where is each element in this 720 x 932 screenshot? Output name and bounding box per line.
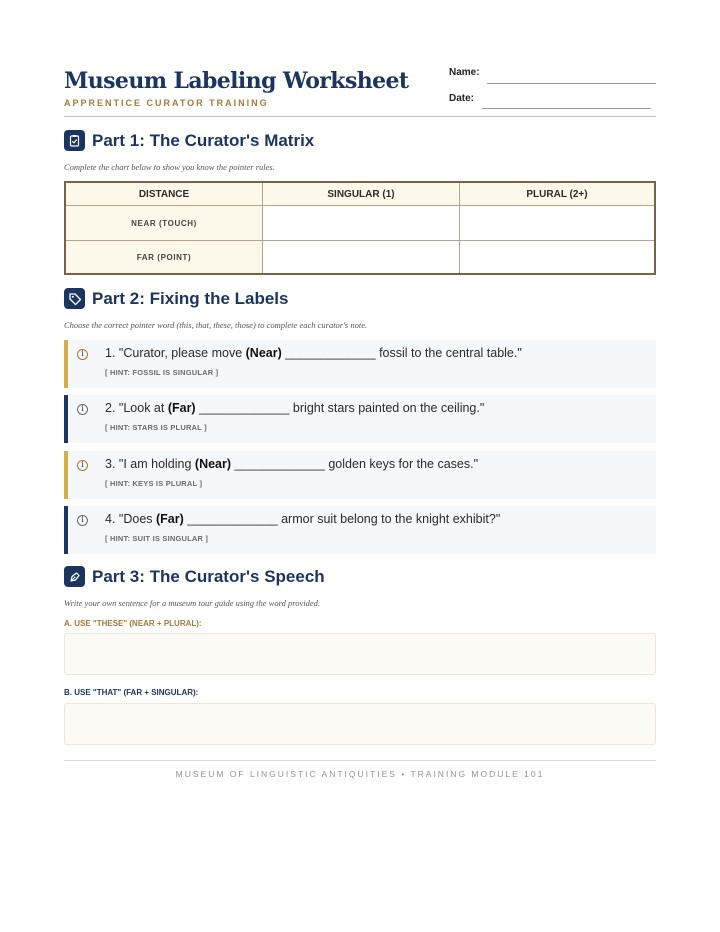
matrix-row-label: FAR (POINT) <box>66 241 263 273</box>
part2-title: Part 2: Fixing the Labels <box>92 289 289 308</box>
label-sentence: 1. "Curator, please move (Near) _____________ fossil to the central table." <box>105 346 522 360</box>
matrix-cell-far-singular[interactable] <box>263 241 460 273</box>
part2-heading <box>64 288 656 310</box>
part3-title: Part 3: The Curator's Speech <box>92 567 325 586</box>
matrix-cell-far-plural[interactable] <box>460 241 654 273</box>
pen-tool-icon <box>64 566 85 587</box>
worksheet-header <box>64 66 656 118</box>
curator-matrix-table <box>64 181 656 275</box>
part1-heading <box>64 130 656 152</box>
answer-box-b[interactable] <box>64 703 656 745</box>
label-item <box>64 451 656 499</box>
pointer-cue: (Near) <box>194 457 232 471</box>
pointer-cue: (Far) <box>156 512 184 526</box>
date-field[interactable] <box>482 108 651 109</box>
part3-heading <box>64 566 656 588</box>
matrix-row-near <box>66 206 654 241</box>
worksheet-subtitle: APPRENTICE CURATOR TRAINING <box>64 98 269 108</box>
hint-text: [ HINT: FOSSIL IS SINGULAR ] <box>105 368 219 377</box>
label-sentence: 3. "I am holding (Near) _____________ golden keys for the cases." <box>105 457 479 471</box>
hint-text: [ HINT: KEYS IS PLURAL ] <box>105 479 203 488</box>
worksheet-title: Museum Labeling Worksheet <box>64 68 409 94</box>
answer-blank[interactable]: _____________ <box>195 401 293 415</box>
answer-blank[interactable]: _____________ <box>231 457 329 471</box>
matrix-row-far <box>66 241 654 273</box>
answer-box-a[interactable] <box>64 633 656 675</box>
answer-blank[interactable]: _____________ <box>281 346 380 360</box>
hint-text: [ HINT: SUIT IS SINGULAR ] <box>105 534 209 543</box>
answer-blank[interactable]: _____________ <box>183 512 282 526</box>
footer-text: MUSEUM OF LINGUISTIC ANTIQUITIES • TRAINING MODULE 101 <box>175 769 545 779</box>
pointer-cue: (Far) <box>167 401 196 415</box>
part1-title: Part 1: The Curator's Matrix <box>92 131 315 150</box>
name-field[interactable] <box>487 83 656 84</box>
matrix-header-distance: DISTANCE <box>66 183 263 206</box>
footer-divider <box>64 760 656 761</box>
name-label: Name: <box>449 67 480 78</box>
info-icon <box>77 404 88 415</box>
label-item <box>64 395 656 443</box>
matrix-cell-near-plural[interactable] <box>460 206 654 241</box>
prompt-b-label: B. USE "THAT" (FAR + SINGULAR): <box>64 688 199 697</box>
info-icon <box>77 460 88 471</box>
part2-instructions: Choose the correct pointer word (this, that, these, those) to complete each curator's note. <box>64 320 368 330</box>
label-sentence: 4. "Does (Far) _____________ armor suit belong to the knight exhibit?" <box>105 512 501 526</box>
pointer-cue: (Near) <box>245 346 282 360</box>
matrix-header-row <box>66 183 654 206</box>
clipboard-check-icon <box>64 130 85 151</box>
hint-text: [ HINT: STARS IS PLURAL ] <box>105 423 207 432</box>
info-icon <box>77 349 88 360</box>
info-icon <box>77 515 88 526</box>
header-divider <box>64 116 656 117</box>
matrix-row-label: NEAR (TOUCH) <box>66 206 263 241</box>
prompt-a-label: A. USE "THESE" (NEAR + PLURAL): <box>64 619 202 628</box>
label-item <box>64 506 656 554</box>
matrix-cell-near-singular[interactable] <box>263 206 460 241</box>
matrix-header-singular: SINGULAR (1) <box>263 183 460 206</box>
tag-icon <box>64 288 85 309</box>
date-label: Date: <box>449 93 475 104</box>
matrix-header-plural: PLURAL (2+) <box>460 183 654 206</box>
part1-instructions: Complete the chart below to show you know the pointer rules. <box>64 162 275 172</box>
part3-instructions: Write your own sentence for a museum tour guide using the word provided. <box>64 598 320 608</box>
label-sentence: 2. "Look at (Far) _____________ bright stars painted on the ceiling." <box>105 401 485 415</box>
label-item <box>64 340 656 388</box>
